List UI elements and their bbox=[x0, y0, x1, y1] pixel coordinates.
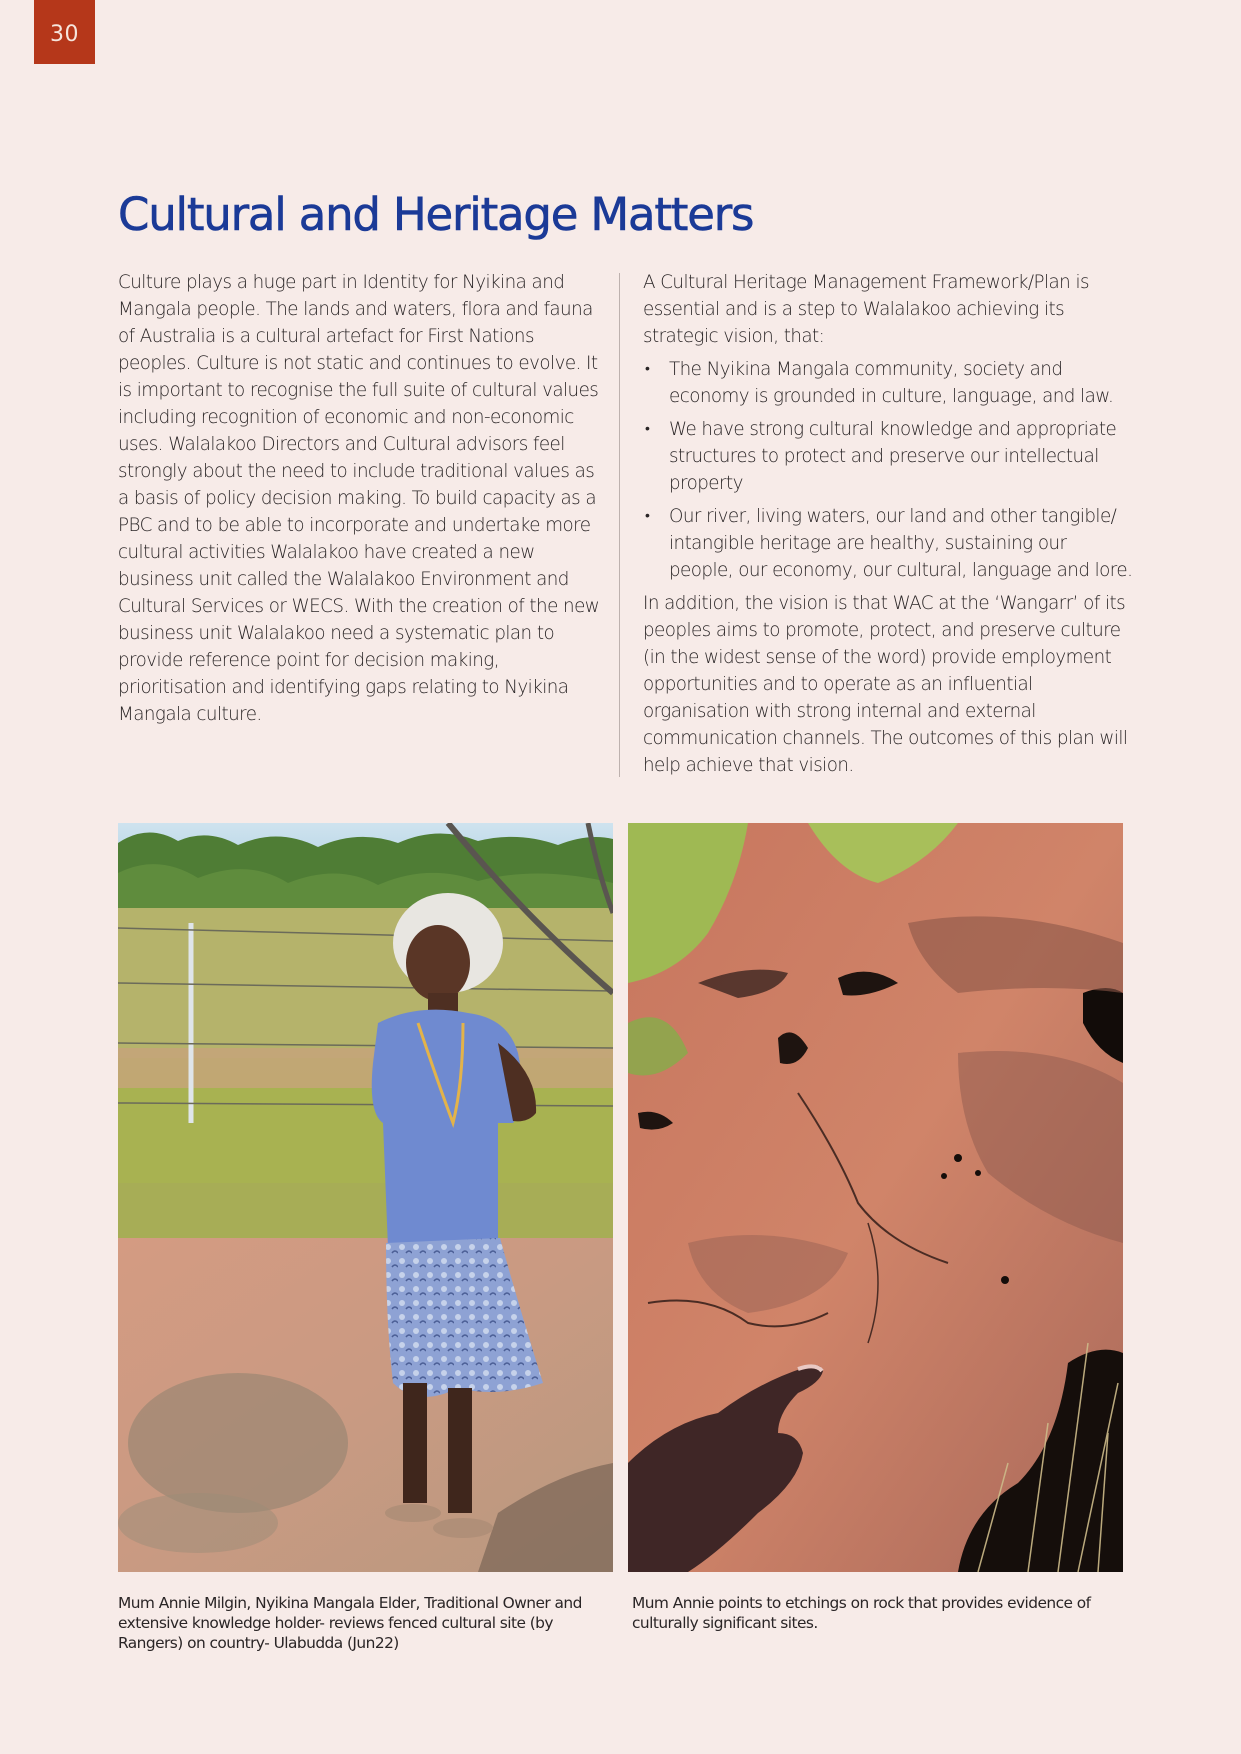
bullet-icon: • bbox=[645, 421, 650, 437]
bullet-text: We have strong cultural knowledge and appropriate structures to protect and preserve our intellectual property bbox=[669, 419, 1117, 494]
rock-etchings-photo-image bbox=[628, 823, 1123, 1572]
right-column-closing: In addition, the vision is that WAC at the ‘Wangarr’ of its peoples aims to promote, protect, and preserve culture (in the widest sense of the word) provide employment opportunities and to operate as an influential organisation with strong internal and external communication channels. The outcomes of this plan will help achieve that vision. bbox=[643, 593, 1128, 776]
column-divider bbox=[619, 273, 620, 777]
vision-bullet bbox=[643, 416, 1133, 497]
right-column bbox=[643, 269, 1133, 779]
left-column-paragraph: Culture plays a huge part in Identity for Nyikina and Mangala people. The lands and waters, flora and fauna of Australia is a cultural artefact for First Nations peoples. Culture is not static and continues to evolve. It is important to recognise the full suite of cultural values including recognition of economic and non-economic uses. Walalakoo Directors and Cultural advisors feel strongly about the need to include traditional values as a basis of policy decision making. To build capacity as a PBC and to be able to incorporate and undertake more cultural activities Walalakoo have created a new business unit called the Walalakoo Environment and Cultural Services or WECS. With the creation of the new business unit Walalakoo need a systematic plan to provide reference point for decision making, prioritisation and identifying gaps relating to Nyikina Mangala culture. bbox=[118, 272, 600, 725]
photo-rock-etchings bbox=[628, 823, 1123, 1572]
bullet-text: Our river, living waters, our land and other tangible/ intangible heritage are healthy, sustaining our people, our economy, our cultural, language and lore. bbox=[669, 506, 1133, 581]
elder-photo-image bbox=[118, 823, 613, 1572]
vision-bullet bbox=[643, 503, 1133, 584]
vision-bullet bbox=[643, 356, 1133, 410]
photo-caption-rock-etchings: Mum Annie points to etchings on rock that provides evidence of culturally significant sites. bbox=[632, 1594, 1091, 1632]
photo-caption-elder: Mum Annie Milgin, Nyikina Mangala Elder, Traditional Owner and extensive knowledge holder- reviews fenced cultural site (by Rangers) on country- Ulabudda (Jun22) bbox=[118, 1594, 582, 1652]
left-column bbox=[118, 269, 608, 728]
page-number-badge: 30 bbox=[34, 0, 95, 64]
page-title: Cultural and Heritage Matters bbox=[118, 188, 754, 241]
vision-bullet-list bbox=[643, 356, 1133, 584]
bullet-icon: • bbox=[645, 508, 650, 524]
bullet-text: The Nyikina Mangala community, society and economy is grounded in culture, language, and law. bbox=[669, 359, 1114, 407]
photo-elder-at-fenced-site bbox=[118, 823, 613, 1572]
right-column-intro: A Cultural Heritage Management Framework/Plan is essential and is a step to Walalakoo achieving its strategic vision, that: bbox=[643, 272, 1089, 347]
bullet-icon: • bbox=[645, 361, 650, 377]
